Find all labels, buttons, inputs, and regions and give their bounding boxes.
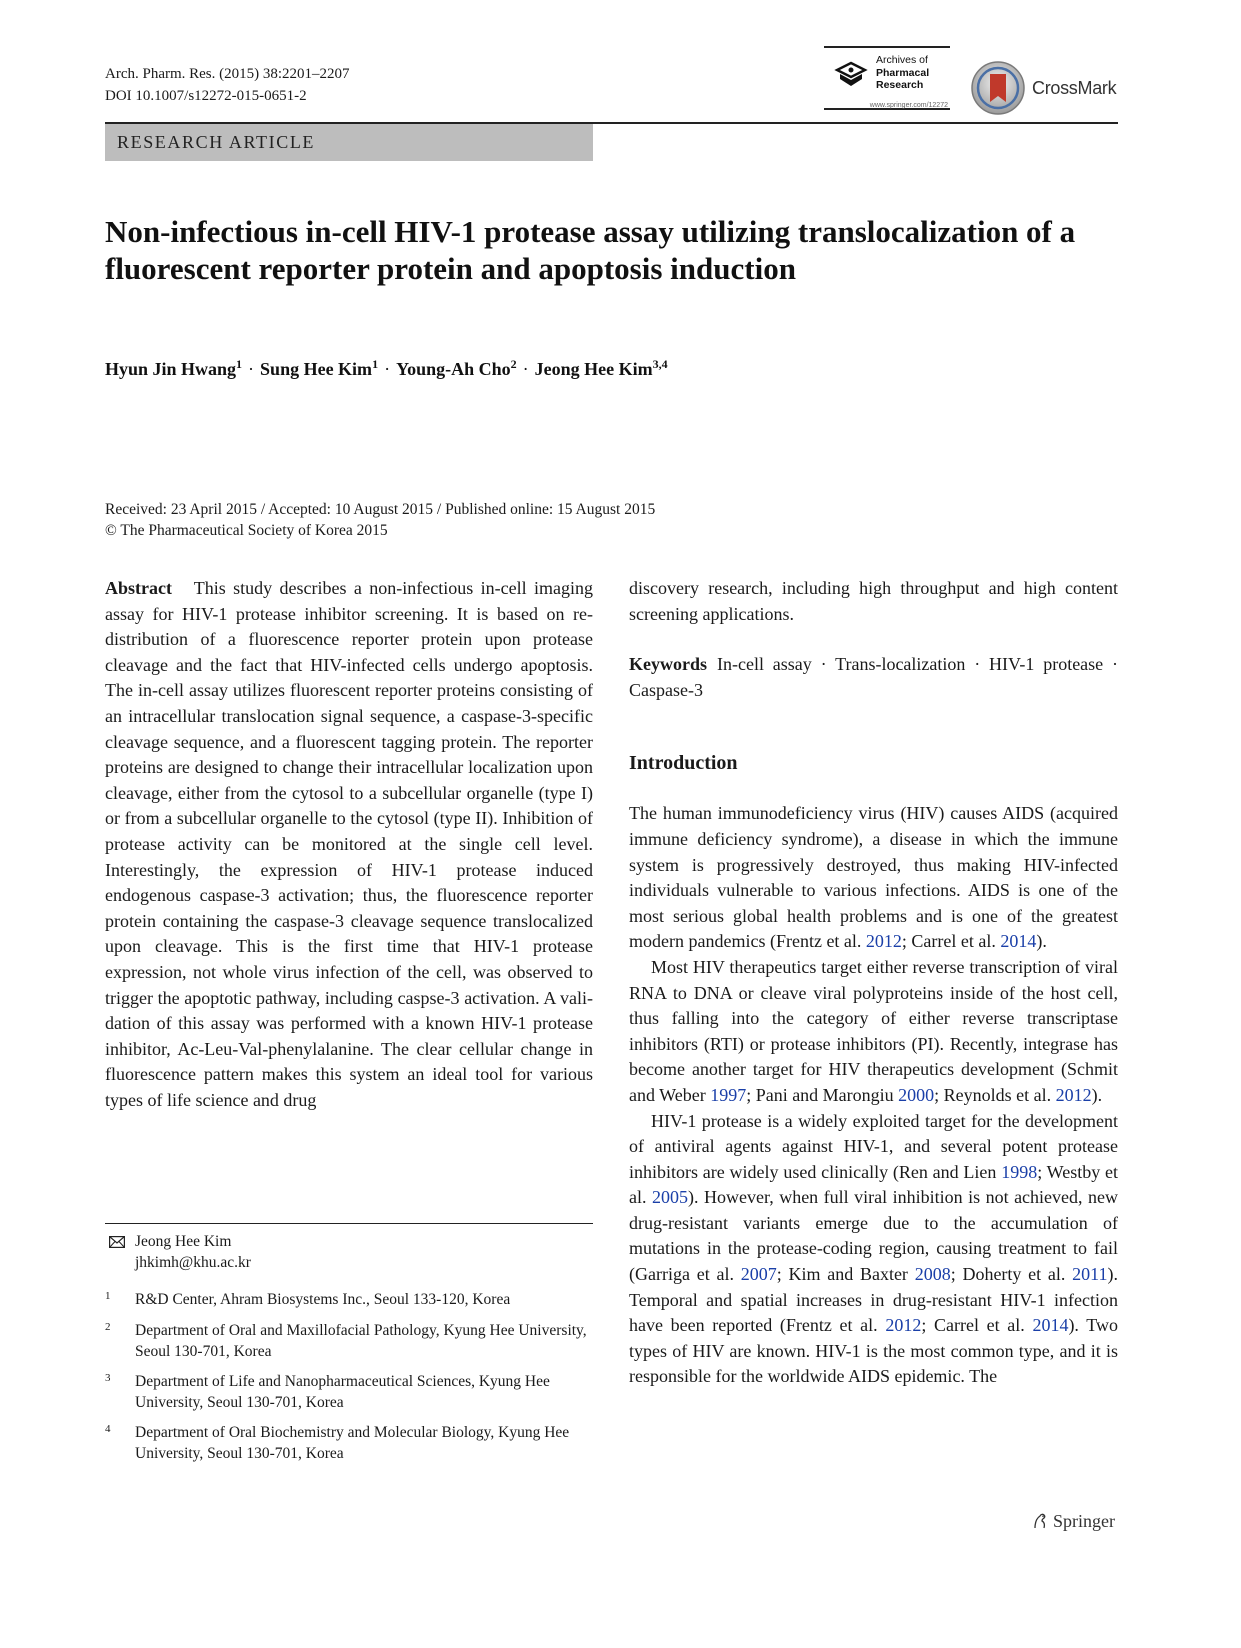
affiliation-text: Department of Oral and Maxillofacial Pathology, Kyung Hee University, Seoul 130-701, Korea: [135, 1322, 587, 1360]
abstract-text: This study describes a non-infectious in-cell imaging assay for HIV-1 protease inhibitor screening. It is based on re-distribution of a fluorescence reporter protein upon protease cleavage and the fact that HIV-infected cells undergo apoptosis. The in-cell assay utilizes fluorescent reporter proteins consisting of an intracellular translocation signal sequence, a caspase-3-specific cleavage sequence, and a fluorescent tagging protein. The reporter proteins are designed to change their intracellular localization upon cleavage, either from the cytosol to a subcellular organelle (type I) or from a subcellular organelle to the cytosol (type II). Inhibition of protease activity can be monitored at the single cell level. Interestingly, the expression of HIV-1 protease induced endogenous caspase-3 activation; thus, the fluorescence reporter protein containing the caspase-3 cleavage sequence translocalized upon cleavage. This is the first time that HIV-1 protease expression, not whole virus infection of the cell, was observed to trigger the apoptotic pathway, including caspse-3 activation. A validation of this assay was performed with a known HIV-1 protease inhibitor, Ac-Leu-Val-phenylalanine. The clear cellular change in fluorescence pattern makes this system an ideal tool for various types of life science and drug: [105, 578, 593, 1110]
author-affiliation-mark: 2: [510, 357, 517, 371]
citation-link[interactable]: 2011: [1072, 1264, 1108, 1285]
body-text: The human immunodeficiency virus (HIV) causes AIDS (acquired immune deficiency syndrome), a disease in which the immune system is progressively destroyed, thus making HIV-infected individuals vulnerable to various infections. AIDS is one of the most serious global health problems and is one of the greatest modern pandemics (Frentz et al.: [629, 803, 1118, 952]
crossmark-badge[interactable]: [970, 60, 1120, 116]
author-affiliation-mark: 3,4: [652, 357, 668, 371]
right-column: [629, 576, 1118, 1390]
introduction-heading: Introduction: [629, 752, 738, 775]
affiliation-text: Department of Oral Biochemistry and Molecular Biology, Kyung Hee University, Seoul 130-701, Korea: [135, 1424, 570, 1462]
body-text: ). Two types of HIV are known. HIV-1 is the most common type, and it is responsible for the worldwide AIDS epidemic. The: [629, 1315, 1119, 1387]
body-text: ; Reynolds et al.: [934, 1084, 1056, 1105]
crossmark-label: CrossMark: [1032, 78, 1117, 98]
body-text: ).: [1036, 931, 1047, 952]
affiliation-number: 4: [105, 1423, 111, 1435]
article-title: Non-infectious in-cell HIV-1 protease assay utilizing translocalization of a fluorescent reporter protein and apoptosis induction: [105, 214, 1076, 286]
body-text: ; Kim and Baxter: [776, 1264, 915, 1285]
logo-line-2: Pharmacal: [876, 66, 930, 79]
abstract: [105, 576, 593, 1113]
author-separator: ·: [522, 359, 529, 379]
affiliation-number: 2: [105, 1321, 111, 1333]
publisher-mark[interactable]: [1031, 1511, 1115, 1532]
citation-link[interactable]: 2012: [885, 1315, 922, 1336]
intro-paragraph-1: [629, 801, 1118, 955]
journal-logo-url[interactable]: www.springer.com/12272: [869, 102, 948, 109]
journal-citation: [105, 63, 350, 107]
article-type: RESEARCH ARTICLE: [117, 132, 316, 152]
author-name[interactable]: Hyun Jin Hwang: [105, 359, 237, 379]
abstract-label: Abstract: [105, 578, 172, 598]
citation-link[interactable]: 2014: [1032, 1315, 1069, 1336]
body-text: ; Pani and Marongiu: [746, 1084, 899, 1105]
publication-info: [105, 499, 655, 541]
correspondence-email[interactable]: jhkimh@khu.ac.kr: [135, 1253, 251, 1271]
correspondence: [105, 1232, 593, 1276]
intro-paragraph-2: [629, 955, 1118, 1109]
intro-paragraph-3: [629, 1109, 1118, 1391]
author-affiliation-mark: 1: [236, 357, 243, 371]
affiliation-number: 1: [105, 1290, 111, 1302]
journal-logo[interactable]: [824, 46, 950, 110]
crossmark-icon: [970, 60, 1026, 116]
keywords-label: Keywords: [629, 654, 707, 675]
body-text: ; Westby et al.: [629, 1161, 1118, 1208]
author-name[interactable]: Sung Hee Kim: [260, 359, 373, 379]
citation-link[interactable]: 2012: [1055, 1084, 1092, 1105]
citation-link[interactable]: 1997: [710, 1084, 747, 1105]
logo-line-1: Archives of: [876, 54, 928, 66]
envelope-icon: [109, 1236, 125, 1248]
body-text: ; Carrel et al.: [921, 1315, 1033, 1336]
correspondence-name: Jeong Hee Kim: [135, 1233, 232, 1250]
footnote-rule: [105, 1223, 593, 1224]
copyright-line: © The Pharmaceutical Society of Korea 2015: [105, 522, 388, 539]
citation-link[interactable]: 2014: [1000, 931, 1037, 952]
author-separator: ·: [384, 359, 391, 379]
body-text: HIV-1 protease is a widely exploited target for the development of antiviral agents against HIV-1, and several potent protease inhibitors are widely used clinically (Ren and Lien: [629, 1110, 1118, 1182]
citation-link[interactable]: 2005: [651, 1187, 688, 1208]
logo-line-3: Research: [876, 79, 924, 91]
abstract-continued: discovery research, including high throughput and high content screening applications.: [629, 578, 1118, 624]
body-text: Most HIV therapeutics target either reverse transcription of viral RNA to DNA or cleave viral polyproteins inside of the host cell, thus falling into the category of either reverse transcriptase inhibitors (RTI) or protease inhibitors (PI). Recently, integrase has become another target for HIV therapeutics development (Schmit and Weber: [629, 956, 1118, 1105]
body-text: ; Carrel et al.: [901, 931, 1001, 952]
affiliation-text: Department of Life and Nanopharmaceutical Sciences, Kyung Hee University, Seoul 130-701, Korea: [135, 1373, 550, 1411]
citation-link[interactable]: 2012: [865, 931, 902, 952]
keywords-text: In-cell assay · Trans-localization · HIV-1 protease · Caspase-3: [629, 654, 1118, 700]
citation-link[interactable]: 2000: [898, 1084, 935, 1105]
affiliation-number: 3: [105, 1372, 111, 1384]
author-name[interactable]: Jeong Hee Kim: [534, 359, 653, 379]
author-affiliation-mark: 1: [372, 357, 379, 371]
left-column: [105, 576, 593, 1113]
journal-emblem-icon: [834, 60, 868, 90]
journal-ref: Arch. Pharm. Res. (2015) 38:2201–2207: [105, 66, 350, 82]
body-text: ). However, when full viral inhibition is not achieved, new drug-resistant variants emerge due to the accumulation of mutations in the protease-coding region, causing treatment to fail (Garriga et al.: [629, 1187, 1119, 1285]
journal-logo-text: [876, 54, 929, 92]
author-list: [105, 357, 668, 380]
publication-dates: Received: 23 April 2015 / Accepted: 10 August 2015 / Published online: 15 August 2015: [105, 501, 656, 518]
author-name[interactable]: Young-Ah Cho: [396, 359, 511, 379]
author-separator: ·: [248, 359, 255, 379]
citation-link[interactable]: 1998: [1001, 1161, 1038, 1182]
doi[interactable]: DOI 10.1007/s12272-015-0651-2: [105, 88, 307, 104]
springer-horse-icon: [1031, 1512, 1049, 1530]
body-text: ).: [1091, 1084, 1103, 1105]
body-text: ; Doherty et al.: [950, 1264, 1073, 1285]
publisher-name: Springer: [1053, 1511, 1115, 1531]
citation-link[interactable]: 2007: [740, 1264, 777, 1285]
keywords: [629, 652, 1118, 703]
affiliation-text: R&D Center, Ahram Biosystems Inc., Seoul 133-120, Korea: [135, 1291, 511, 1308]
citation-link[interactable]: 2008: [914, 1264, 951, 1285]
body-text: ). Temporal and spatial increases in drug-resistant HIV-1 infection have been reported (Frentz et al.: [629, 1264, 1118, 1336]
